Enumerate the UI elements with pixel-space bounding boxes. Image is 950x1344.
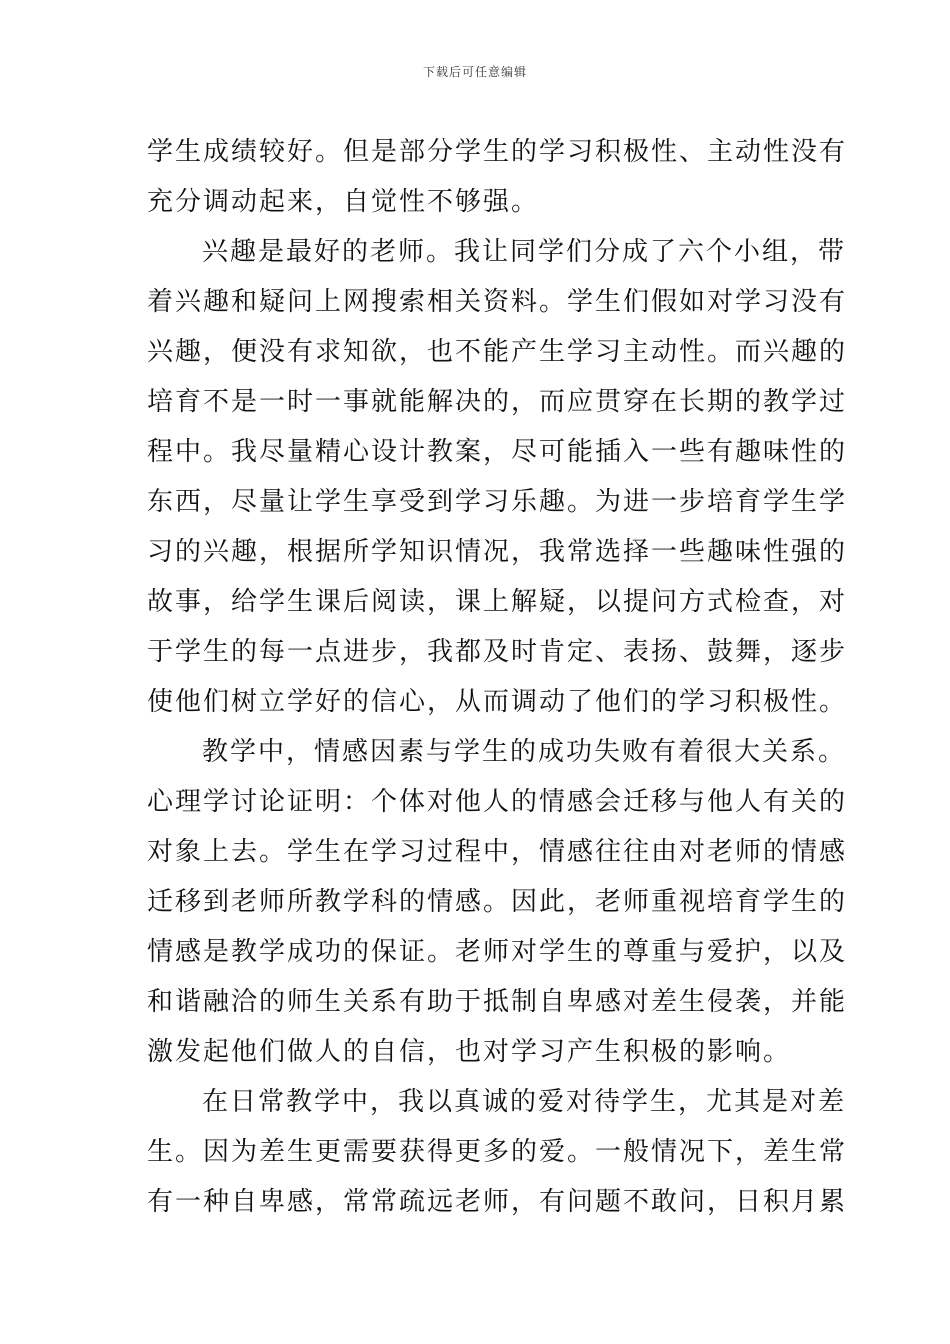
text-line: 习的兴趣，根据所学知识情况，我常选择一些趣味性强的	[147, 537, 848, 567]
text-line: 有一种自卑感，常常疏远老师，有问题不敢问，日积月累	[147, 1187, 848, 1217]
paragraph-3	[147, 727, 848, 1077]
text-line: 迁移到老师所教学科的情感。因此，老师重视培育学生的	[147, 887, 848, 917]
text-line: 心理学讨论证明：个体对他人的情感会迁移与他人有关的	[147, 787, 848, 817]
text-line: 东西，尽量让学生享受到学习乐趣。为进一步培育学生学	[147, 487, 848, 517]
text-line: 故事，给学生课后阅读，课上解疑，以提问方式检查，对	[147, 587, 848, 617]
text-line: 充分调动起来，自觉性不够强。	[147, 187, 540, 217]
text-line: 在日常教学中，我以真诚的爱对待学生，尤其是对差	[202, 1087, 847, 1117]
paragraph-4	[147, 1077, 848, 1227]
text-line: 程中。我尽量精心设计教案，尽可能插入一些有趣味性的	[147, 437, 848, 467]
paragraph-1	[147, 127, 848, 227]
text-line: 兴趣是最好的老师。我让同学们分成了六个小组，带	[202, 237, 847, 267]
text-line: 生。因为差生更需要获得更多的爱。一般情况下，差生常	[147, 1137, 848, 1167]
document-body	[147, 127, 848, 1227]
text-line: 情感是教学成功的保证。老师对学生的尊重与爱护，以及	[147, 937, 848, 967]
text-line: 对象上去。学生在学习过程中，情感往往由对老师的情感	[147, 837, 848, 867]
text-line: 教学中，情感因素与学生的成功失败有着很大关系。	[202, 737, 847, 767]
page-header: 下载后可任意编辑	[422, 65, 527, 79]
text-line: 培育不是一时一事就能解决的，而应贯穿在长期的教学过	[147, 387, 848, 417]
text-line: 于学生的每一点进步，我都及时肯定、表扬、鼓舞，逐步	[147, 637, 848, 667]
text-line: 使他们树立学好的信心，从而调动了他们的学习积极性。	[147, 687, 848, 717]
text-line: 着兴趣和疑问上网搜索相关资料。学生们假如对学习没有	[147, 287, 848, 317]
text-line: 兴趣，便没有求知欲，也不能产生学习主动性。而兴趣的	[147, 337, 848, 367]
paragraph-2	[147, 227, 848, 727]
text-line: 激发起他们做人的自信，也对学习产生积极的影响。	[147, 1037, 792, 1067]
text-line: 学生成绩较好。但是部分学生的学习积极性、主动性没有	[147, 137, 848, 167]
text-line: 和谐融洽的师生关系有助于抵制自卑感对差生侵袭，并能	[147, 987, 848, 1017]
